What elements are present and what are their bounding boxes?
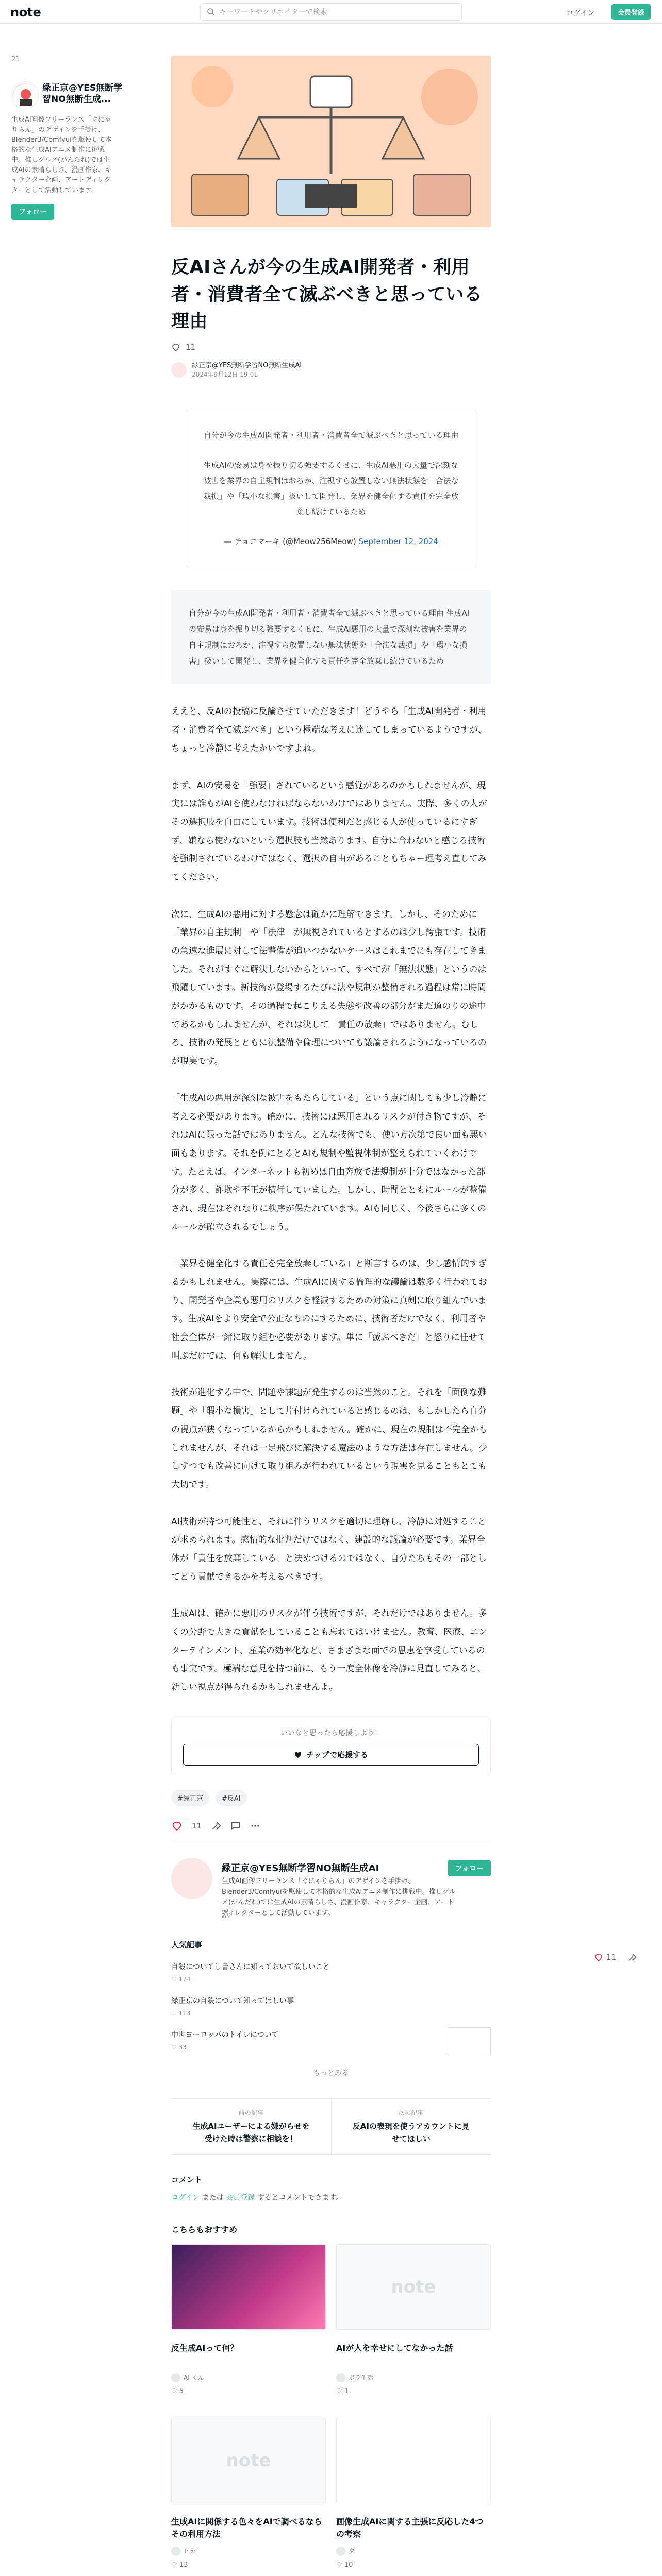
share-icon[interactable] [211, 1821, 221, 1831]
like-row [171, 343, 491, 352]
next-label: 次の記事 [399, 2109, 424, 2116]
prev-next-nav [171, 2098, 491, 2155]
search-placeholder: キーワードやクリエイターで検索 [219, 8, 327, 16]
site-header [0, 0, 662, 24]
recommended-card[interactable] [171, 2418, 326, 2569]
action-bar [171, 1820, 491, 1842]
card-likes: ♡ 10 [336, 2561, 353, 2569]
paragraph: 技術が進化する中で、問題や課題が発生するのは当然のこと。それを「面倒な難題」や「瑕小な損害」として片付けられていると感じるのは、もしかしたら自分の視点が狭くなっているからかもしれません。確かに、現在の規制は不完全かもしれませんが、それは一足飛びに解決する魔法のような方法は存在しません。少しずつでも改善に向けて取り組みが行われているという現実を見ることもとても大切です。 [171, 1387, 488, 1490]
signup-button[interactable]: 会員登録 [611, 4, 651, 20]
card-user [336, 2373, 491, 2382]
tweet-author: — チョコマーキ (@Meow256Meow) [224, 537, 359, 547]
tag-list [171, 1790, 491, 1806]
popular-thumbnail [448, 2027, 491, 2056]
floating-like[interactable] [594, 1953, 616, 1962]
card-likes: ♡ 5 [171, 2387, 184, 2395]
tip-button-label: チップで応援する [306, 1750, 368, 1760]
tag[interactable]: #緑正京 [171, 1790, 209, 1806]
card-title: 反生成AIって何？ [171, 2343, 239, 2353]
action-like-count: 11 [192, 1821, 202, 1831]
author-name[interactable]: 緑正京@YES無断学習NO無断生成... [42, 83, 123, 105]
card-likes: ♡ 1 [336, 2387, 349, 2395]
recommended-section [171, 2223, 491, 2576]
recommended-card[interactable] [336, 2244, 491, 2395]
heart-icon[interactable] [171, 343, 180, 352]
article-main [171, 56, 491, 2576]
recommended-card[interactable] [336, 2418, 491, 2569]
comment-signup-link[interactable]: 会員登録 [226, 2193, 255, 2202]
card-thumbnail [336, 2418, 491, 2503]
popular-likes: ♡ 174 [171, 1975, 191, 1983]
popular-item[interactable] [171, 1961, 491, 1984]
card-user [336, 2547, 491, 2556]
comment-login-link[interactable]: ログイン [171, 2193, 200, 2202]
popular-likes: ♡ 33 [171, 2043, 187, 2051]
quote-block: 自分が今の生成AI開発者・利用者・消費者全て滅ぶべきと思っている理由 生成AIの安易は身を振り切る強要するくせに、生成AI悪用の大量で深刻な被害を業界の自主規制はおろか、注視すら放置しない無法状態を「合法な裁損」や「瑕小な損害」扱いして開発し、業界を健全化する責任を完全放棄し続けているため [171, 590, 491, 684]
paragraph: 生成AIは、確かに悪用のリスクが伴う技術ですが、それだけではありません。多くの分野で大きな貢献をしていることも忘れてはいけません。教育、医療、エンターテインメント、産業の効率化など、さまざまな面での恩恵を享受しているのも事実です。極端な意見を持つ前に、もう一度全体像を冷静に見直してみると、新しい視点が得られるかもしれませんよ。 [171, 1608, 488, 1693]
card-like-count: 1 [344, 2387, 349, 2395]
comment-icon[interactable] [230, 1821, 241, 1831]
paragraph: まず、AIの安易を「強要」されているという感覚があるのかもしれませんが、現実には誰もがAIを使わなければならないわけではありません。実際、多くの人がその選択肢を自由にしています。技術は便利だと感じる人が使っているにすぎず、嫌なら使わないという選択肢も当然あります。自分に合わないと感じる技術を強制されているわけではなく、選択の自由があることもちゃー理考え直してみてください。 [171, 780, 487, 883]
card-thumbnail [171, 2244, 326, 2330]
follow-button[interactable]: フォロー [11, 204, 54, 220]
floating-like-count: 11 [606, 1953, 617, 1962]
floating-actions [594, 1953, 637, 1962]
comment-section [171, 2174, 491, 2202]
profile-avatar[interactable] [171, 1858, 212, 1899]
popular-item[interactable] [171, 1995, 491, 2018]
author-avatar[interactable] [171, 362, 187, 378]
popular-like-count: 113 [178, 2009, 191, 2017]
note-logo[interactable]: note [10, 5, 41, 20]
paragraph: 「生成AIの悪用が深刻な被害をもたらしている」という点に関しても少し冷静に考える必要があります。確かに、技術には悪用されるリスクが付き物ですが、それはAIに限った話ではありません。どんな技術でも、使い方次第で良い面も悪い面もあります。それを例にとるとAIも規制や監視体制が整えられていくわけです。たとえば、インターネットも初めは自由奔放で法規制が十分ではなかった部分が多く、詐欺や不正が横行していました。しかし、時間とともにルールが整備され、現在はそれなりに秩序が保たれています。AIも同じく、今後さらに多くのルールが確立されるでしょう。 [171, 1093, 487, 1232]
embedded-tweet[interactable] [187, 410, 475, 567]
more-link[interactable]: もっとみる [313, 2069, 349, 2077]
card-user [171, 2547, 326, 2556]
profile-follow-button[interactable]: フォロー [448, 1860, 491, 1876]
card-like-count: 5 [179, 2387, 184, 2395]
avatar[interactable] [11, 82, 38, 109]
popular-heading: 人気記事 [171, 1940, 203, 1950]
card-user-name: 夕 [349, 2548, 355, 2555]
paragraph: 「業界を健全化する責任を完全放棄している」と断言するのは、少し感情的すぎるかもしれません。実際には、生成AIに関する倫理的な議論は数多く行われており、開発者や企業も悪用のリスクを軽減するための対策に真剣に取り組んでいます。生成AIをより安全で公正なものにするために、技術者だけでなく、利用者や社会全体が一緒に取り組む必要があります。単に「滅ぶべきだ」と怒りに任せて叫ぶだけでは、何も解決しません。 [171, 1259, 487, 1361]
article-title: 反AIさんが今の生成AI開発者・利用者・消費者全て滅ぶべきと思っている理由 [171, 257, 483, 332]
popular-like-count: 33 [178, 2043, 187, 2051]
author-line [171, 361, 491, 379]
next-article-link[interactable] [332, 2099, 491, 2154]
author-profile-card [171, 1858, 491, 1918]
author-name-small[interactable]: 緑正京@YES無断学習NO無断生成AI [192, 361, 302, 369]
search-icon [207, 8, 215, 16]
paragraph: AI技術が持つ可能性と、それに伴うリスクを適切に理解し、冷静に対処することが求められます。感情的な批判だけではなく、建設的な議論が必要です。業界全体が「責任を放棄している」と決めつけるのではなく、自分たちもその一部としてどう貢献できるかを考えるべきです。 [171, 1516, 487, 1582]
like-count: 11 [186, 342, 196, 352]
tip-icon [294, 1751, 302, 1759]
share-icon[interactable] [627, 1953, 637, 1962]
comment-heading: コメント [171, 2175, 203, 2184]
prev-title: 生成AIユーザーによる嫌がらせを受けた時は警察に相談を！ [192, 2122, 310, 2143]
prev-article-link[interactable] [171, 2099, 332, 2154]
support-text: いいなと思ったら応援しよう！ [280, 1728, 382, 1737]
tweet-lead: 自分が今の生成AI開発者・利用者・消費者全て滅ぶべきと思っている理由 [203, 431, 459, 440]
popular-likes: ♡ 113 [171, 2009, 191, 2017]
card-thumbnail: note [336, 2244, 491, 2330]
recommended-card[interactable] [171, 2244, 326, 2395]
card-likes: ♡ 13 [171, 2561, 188, 2569]
popular-articles [171, 1939, 491, 2078]
card-user [171, 2373, 326, 2382]
comment-prompt [171, 2192, 491, 2202]
popular-item[interactable] [171, 2029, 491, 2052]
comment-or: または [200, 2193, 226, 2202]
hero-image [171, 56, 491, 227]
card-user-name: AI くん [184, 2374, 204, 2382]
tip-button[interactable] [183, 1744, 479, 1766]
tweet-body: 生成AIの安易は身を振り切る強要するくせに、生成AI悪用の大量で深刻な被害を業界の自主規制はおろか、注視すら放置しない無法状態を「合法な裁損」や「瑕小な損害」扱いして開発し、業界を健全化する責任を完全放棄し続けているため [203, 461, 459, 517]
tweet-sign [203, 534, 459, 549]
article-body [171, 703, 491, 1697]
popular-title: 緑正京の自殺について知ってほしい事 [171, 1996, 294, 2005]
popular-like-count: 174 [178, 1975, 191, 1983]
login-link[interactable]: ログイン [566, 9, 595, 18]
support-box [171, 1718, 491, 1775]
recommended-grid [171, 2244, 491, 2576]
more-icon[interactable] [250, 1821, 260, 1831]
author-bio: 生成AI画像フリーランス「ぐにゃりらん」のデザインを手掛け、Blender3/Comfyuiを駆使して本格的な生成AIアニメ制作に挑戦中。推しグルメ(がんだれ)では生成AIの素晴らしさ、漫画作家、キャラクター企画、アートディレクターとして活動しています。 [11, 116, 112, 194]
card-user-name: ボラ生活 [349, 2374, 374, 2382]
tag[interactable]: #反AI [216, 1790, 247, 1806]
prev-label: 前の記事 [238, 2109, 263, 2116]
comment-tail: するとコメントできます。 [255, 2193, 343, 2202]
heart-icon[interactable] [171, 1820, 183, 1832]
popular-title: 中世ヨーロッパのトイレについて [171, 2030, 279, 2039]
heart-icon [594, 1953, 603, 1962]
card-title: AIが人を幸せにしてなかった話 [336, 2343, 453, 2353]
card-thumbnail: note [171, 2418, 326, 2503]
search-input[interactable] [200, 3, 462, 21]
tweet-date-link[interactable]: September 12, 2024 [358, 537, 438, 547]
paragraph: ええと、反AIの投稿に反論させていただきます！どうやら「生成AI開発者・利用者・消費者全て滅ぶべき」という極端な考えに達してしまっているようですが、ちょっと冷静に考えたかいですよね。 [171, 706, 487, 754]
post-date: 2024年9月12日 19:01 [192, 370, 258, 378]
card-title: 画像生成AIに関する主張に反応した4つの考察 [336, 2516, 484, 2539]
card-like-count: 13 [179, 2561, 188, 2569]
next-title: 反AIの表現を使うアカウントに見せてほしい [352, 2122, 470, 2143]
card-like-count: 10 [344, 2561, 353, 2569]
card-user-name: ヒカ [184, 2548, 196, 2555]
paragraph: 次に、生成AIの悪用に対する懸念は確かに理解できます。しかし、そのために「業界の自主規制」や「法律」が無視されているとするのは少し誇張です。技術の急速な進展に対して法整備が追いつかないケースはこれまでにも存在してきました。それがすぐに解決しないからといって、すべてが「無法状態」というのは飛躍しています。新技術が登場するたびに法や規制が整備される過程は常に時間がかかるものです。その過程で起こりえる失態や改善の部分がまだ道のりの途中であるかもしれませんが、それは決して「責任の放棄」ではありません。むしろ、技術の発展とともに法整備や倫理についても議論されるようになっているのが現実です。 [171, 909, 487, 1067]
profile-bio: 生成AI画像フリーランス「ぐにゃりらん」のデザインを手掛け、Blender3/Comfyuiを駆使して本格的な生成AIアニメ制作に挑戦中。推しグルメ(がんだれ)では生成AIの素晴らしさ、漫画作家、キャラクター企画、アートディレクターとして活動しています。 [222, 1877, 456, 1918]
recommended-heading: こちらもおすすめ [171, 2224, 238, 2234]
card-title: 生成AIに関係する色々をAIで調べるならその利用方法 [171, 2516, 322, 2539]
author-sidebar [11, 56, 130, 220]
sidebar-count: 21 [11, 56, 20, 63]
profile-name[interactable]: 緑正京@YES無断学習NO無断生成AI [222, 1862, 379, 1874]
popular-title: 自殺についてし書さんに知っておいて欲しいこと [171, 1962, 330, 1971]
